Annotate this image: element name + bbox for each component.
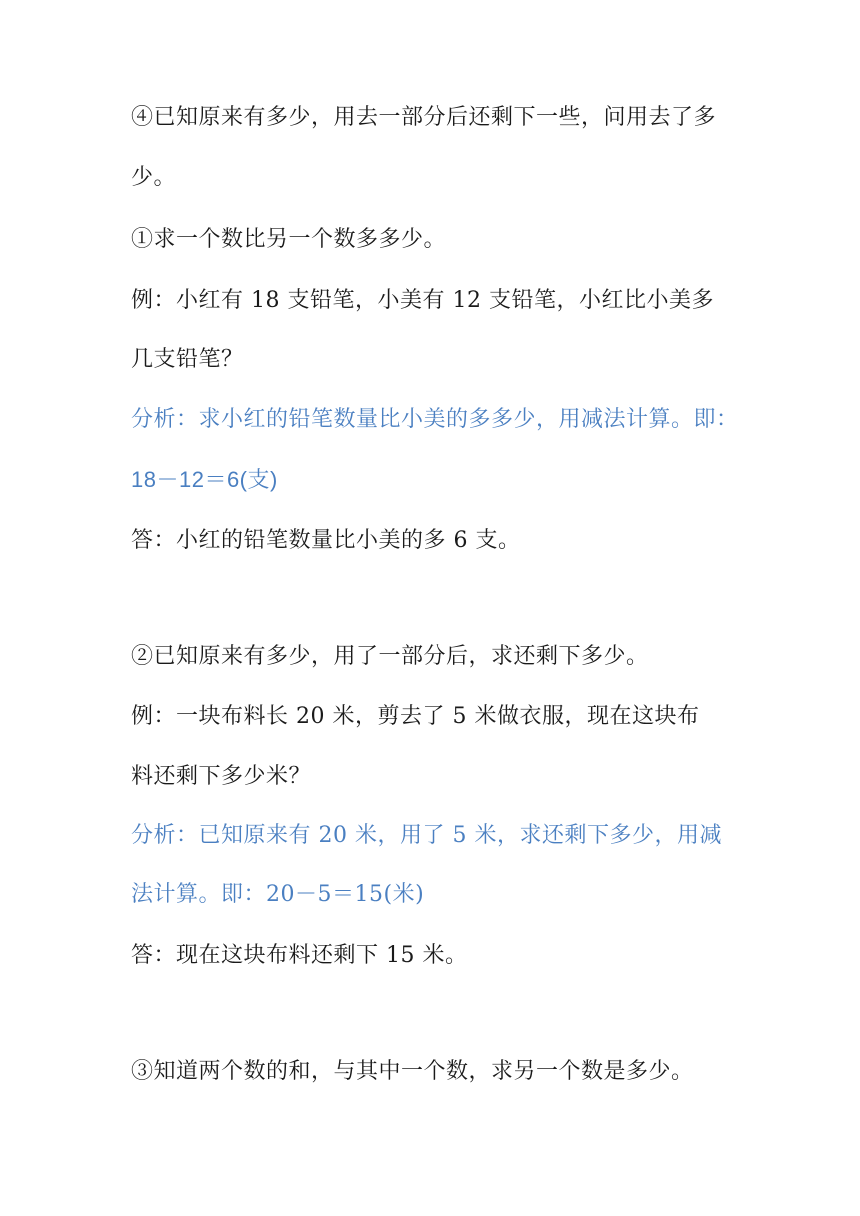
section-1-example-line-1: 例：小红有 18 支铅笔，小美有 12 支铅笔，小红比小美多 <box>131 288 714 313</box>
section-4-heading-line-2: 少。 <box>131 165 177 190</box>
section-2-heading: ②已知原来有多少，用了一部分后，求还剩下多少。 <box>131 644 649 669</box>
section-1-answer: 答：小红的铅笔数量比小美的多 6 支。 <box>131 528 521 553</box>
section-1-analysis-line-2: 18－12＝6(支) <box>131 467 278 492</box>
section-2-example-line-1: 例：一块布料长 20 米，剪去了 5 米做衣服，现在这块布 <box>131 704 700 729</box>
section-1-heading: ①求一个数比另一个数多多少。 <box>131 227 447 252</box>
section-3-heading: ③知道两个数的和，与其中一个数，求另一个数是多少。 <box>131 1059 694 1084</box>
section-4-heading-line-1: ④已知原来有多少，用去一部分后还剩下一些，问用去了多 <box>131 105 717 130</box>
section-1-analysis-line-1: 分析：求小红的铅笔数量比小美的多多少，用减法计算。即： <box>131 407 739 432</box>
section-2-analysis-line-1: 分析：已知原来有 20 米，用了 5 米，求还剩下多少，用减 <box>131 823 722 848</box>
section-2-answer: 答：现在这块布料还剩下 15 米。 <box>131 943 468 968</box>
section-2-example-line-2: 料还剩下多少米？ <box>131 764 312 789</box>
section-2-analysis-line-2: 法计算。即：20－5＝15(米) <box>131 882 425 907</box>
section-1-example-line-2: 几支铅笔？ <box>131 347 244 372</box>
